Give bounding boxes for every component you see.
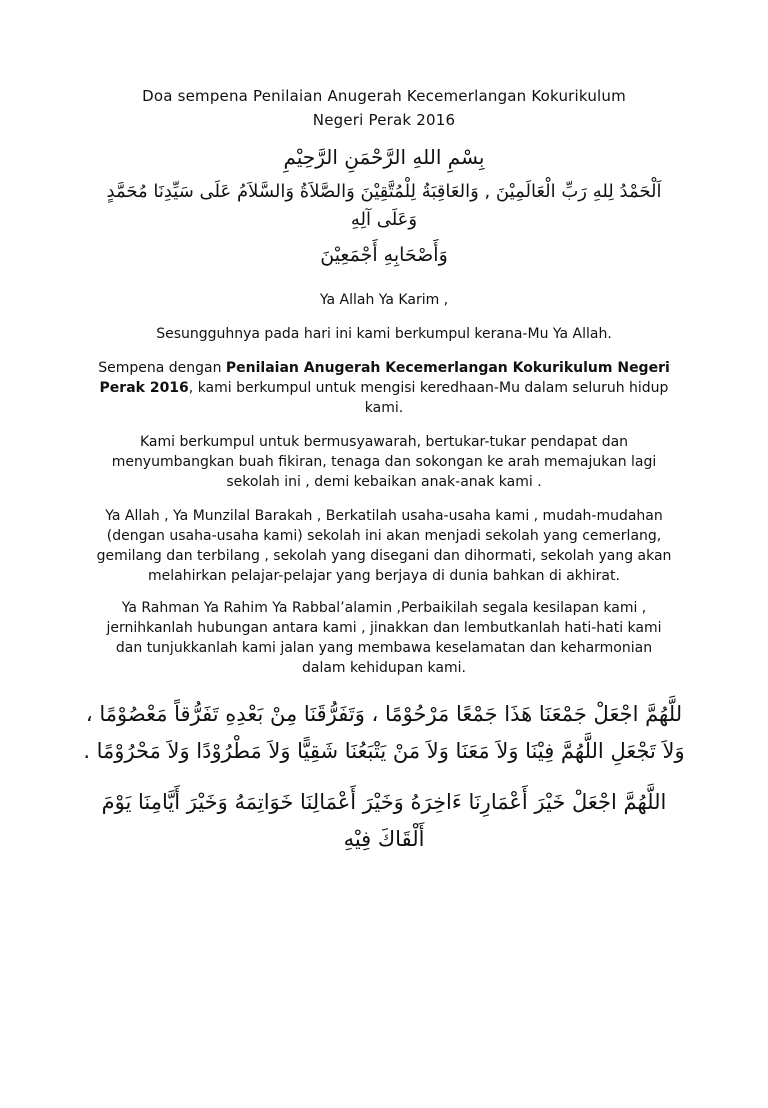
paragraph-purpose: Kami berkumpul untuk bermusyawarah, bertukar-tukar pendapat dan menyumbangkan buah fikiran, tenaga dan sokongan ke arah memajukan lagi sekolah ini , demi kebaikan anak-anak kami . [111,434,657,490]
document-title [96,84,672,132]
paragraph-forgiveness: Ya Rahman Ya Rahim Ya Rabbal’alamin ,Perbaikilah segala kesilapan kami , jernihkanlah hubungan antara kami , jinakkan dan lembutkanlah hati-hati kami dan tunjukkanlah kami jalan yang membawa keselamatan dan keharmonian dalam kehidupan kami. [106,600,662,676]
arabic-opening: اَلْحَمْدُ لِلهِ رَبِّ الْعَالَمِيْنَ , وَالعَاقِبَةُ لِلْمُتَّقِيْنَ وَالصَّلاَةُ وَالسَّلاَمُ عَلَى سَيِّدِنَا مُحَمَّدٍ وَعَلَى آلِهِ [106,181,662,230]
occasion-suffix: , kami berkumpul untuk mengisi keredhaan-Mu dalam seluruh hidup kami. [188,380,669,416]
greeting-line: Ya Allah Ya Karim , [319,292,449,308]
arabic-dua-gathering: للَّهُمَّ اجْعَلْ جَمْعَنَا هَذَا جَمْعًا مَرْحُوْمًا ، وَتَفَرُّقَنَا مِنْ بَعْدِهِ تَفَرُّقاً مَعْصُوْمًا ، وَلاَ تَجْعَلِ اللَّهُمَّ فِيْنَا وَلاَ مَعَنَا وَلاَ مَنْ يَتْبَعُنَا شَقِيًّا وَلاَ مَطْرُوْدًا وَلاَ مَحْرُوْمًا . [83,702,685,763]
occasion-event-name: Penilaian Anugerah Kecemerlangan Kokurikulum Negeri Perak 2016 [99,360,670,396]
paragraph-blessing: Ya Allah , Ya Munzilal Barakah , Berkatilah usaha-usaha kami , mudah-mudahan (dengan usaha-usaha kami) sekolah ini akan menjadi sekolah yang cemerlang, gemilang dan terbilang , sekolah yang disegani dan dihormati, sekolah yang akan melahirkan pelajar-pelajar yang berjaya di dunia bahkan di akhirat. [96,508,672,584]
title-line-1: Doa sempena Penilaian Anugerah Kecemerlangan Kokurikulum [142,87,626,105]
arabic-dua-best-days: اللَّهُمَّ اجْعَلْ خَيْرَ أَعْمَارِنَا ءَاخِرَهُ وَخَيْرَ أَعْمَالِنَا خَوَاتِمَهُ وَخَيْرَ أَيَّامِنَا يَوْمَ أَلْقَاكَ فِيْهِ [101,790,667,851]
paragraph-occasion [96,358,672,418]
arabic-bismillah: بِسْمِ اللهِ الرَّحْمَنِ الرَّحِيْمِ [283,145,485,169]
arabic-ashab: وَأَصْحَابِهِ أَجْمَعِيْنَ [320,244,448,266]
paragraph-gathering: Sesungguhnya pada hari ini kami berkumpul kerana-Mu Ya Allah. [156,326,612,342]
occasion-prefix: Sempena dengan [98,360,226,376]
document-page [0,84,768,1108]
title-line-2: Negeri Perak 2016 [312,111,456,129]
